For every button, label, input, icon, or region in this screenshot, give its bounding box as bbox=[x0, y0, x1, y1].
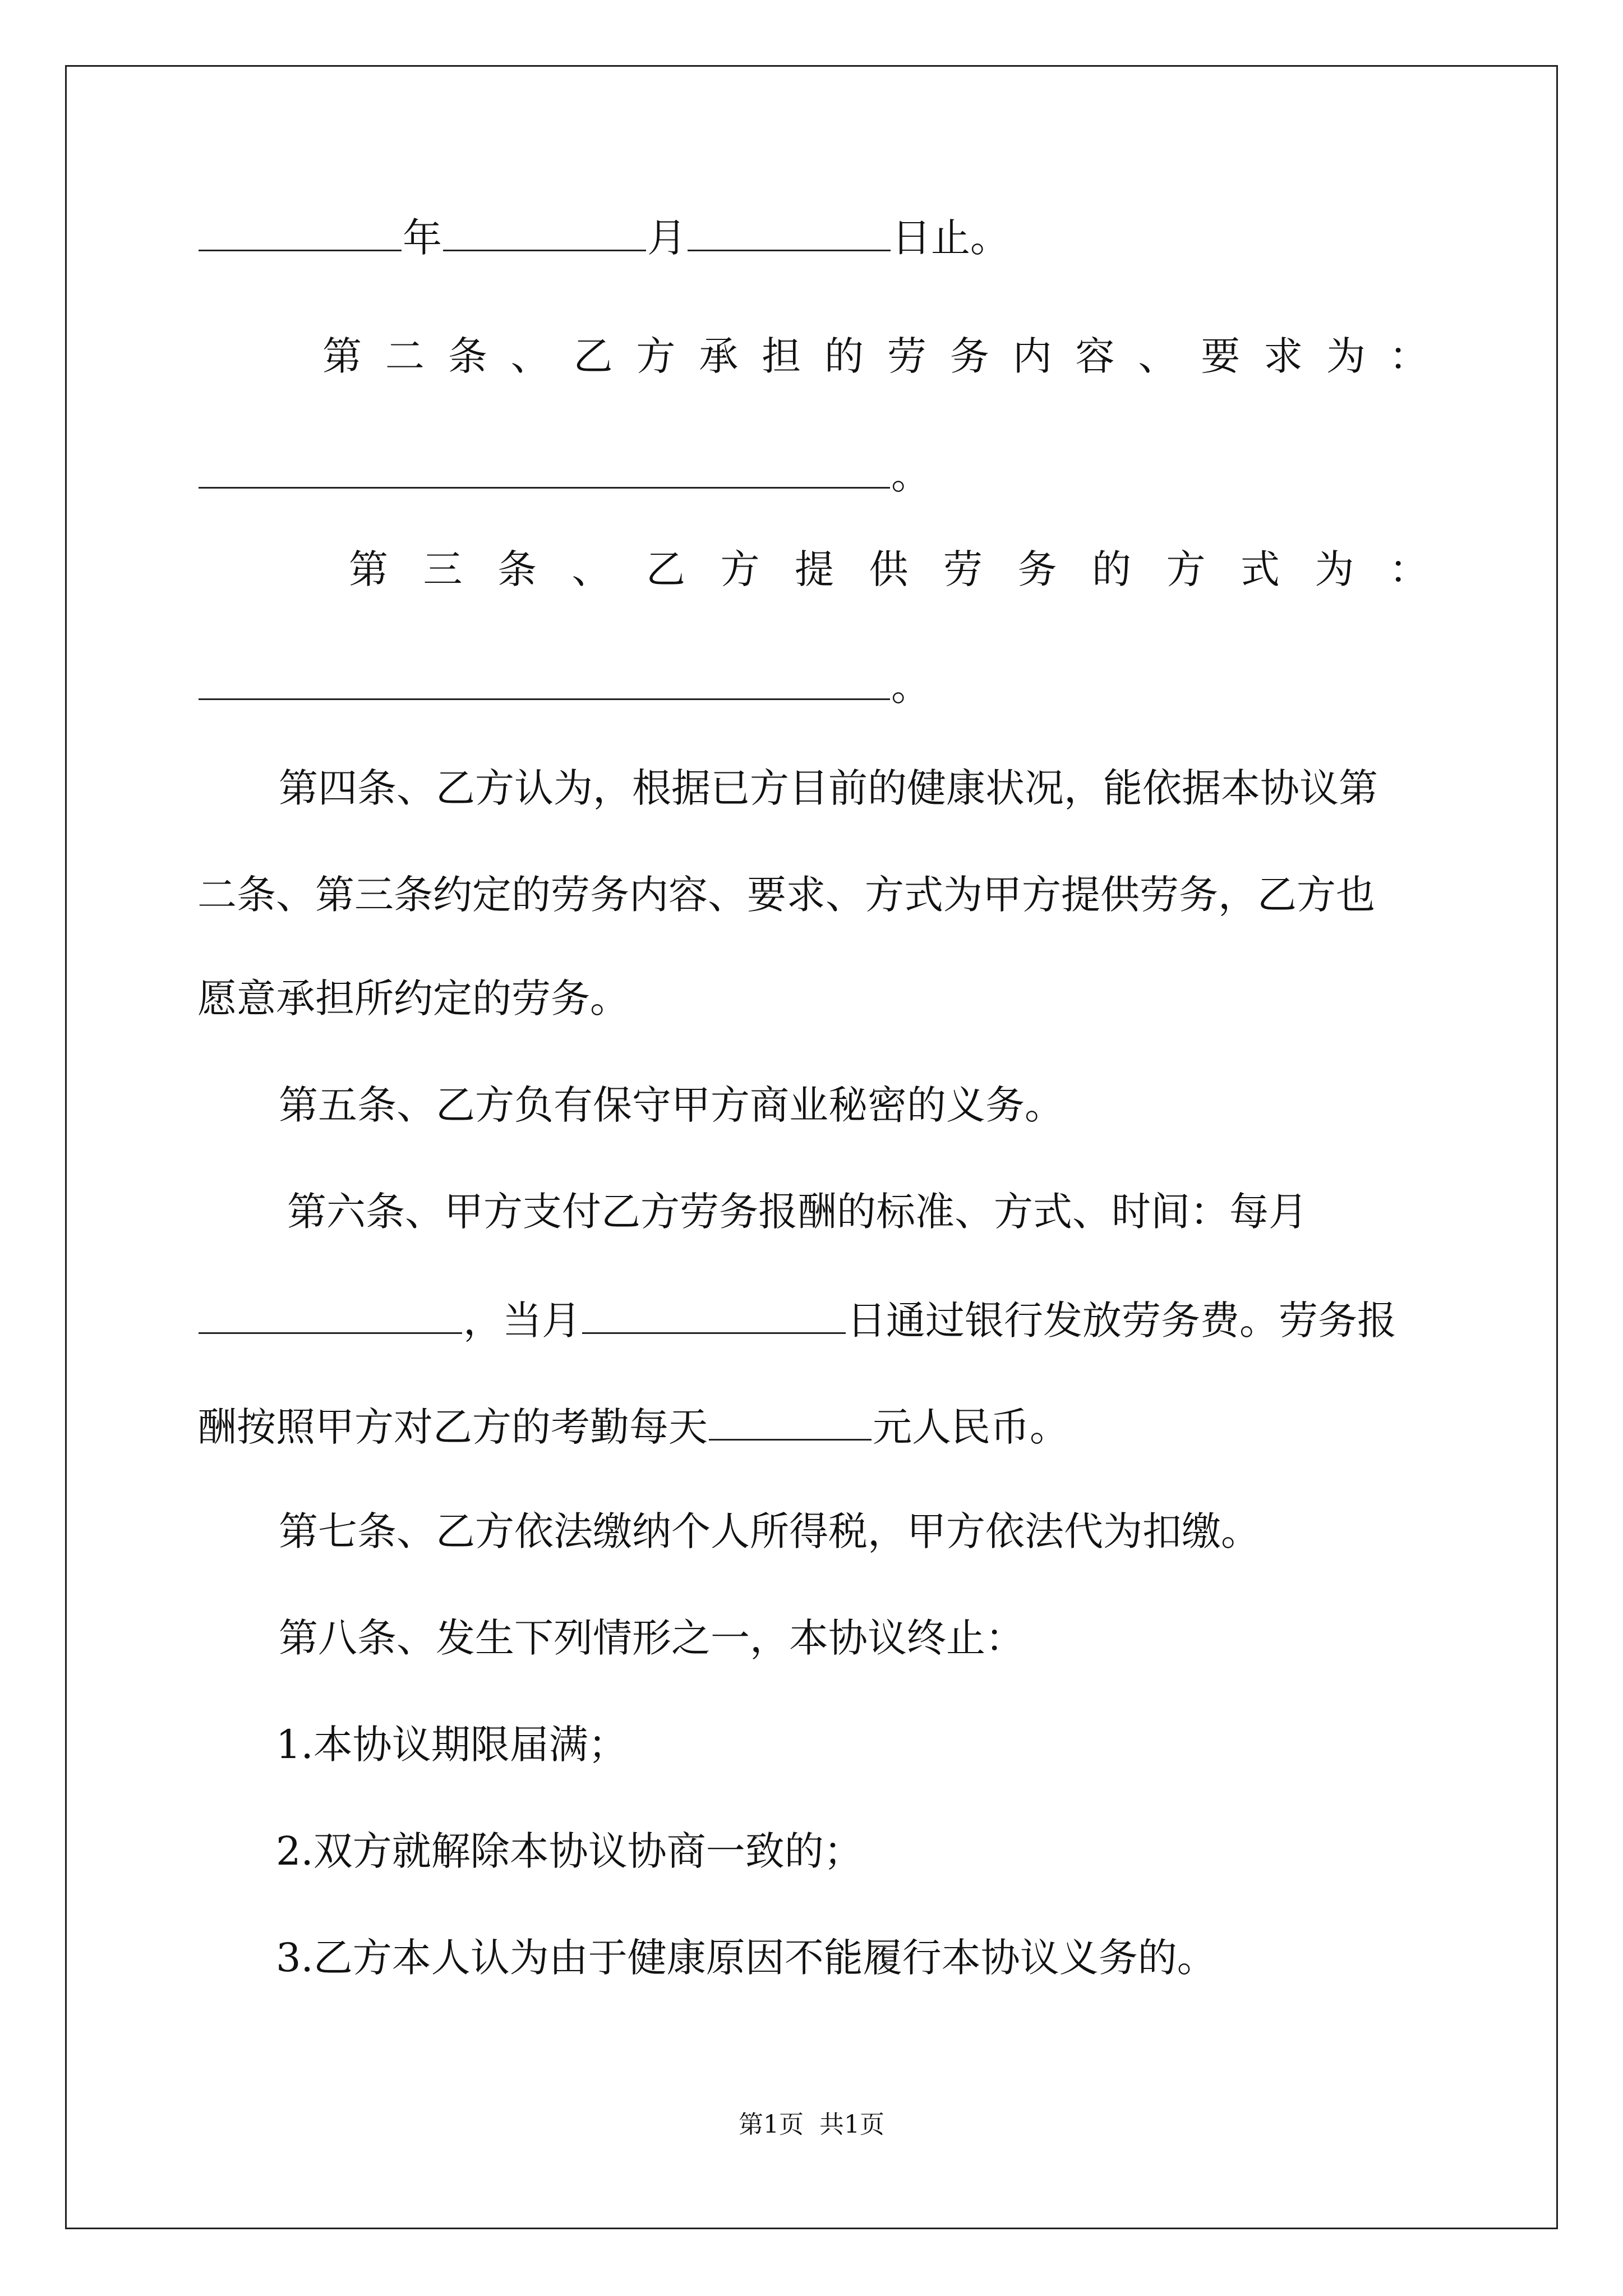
article-8-item-3: 3.乙方本人认为由于健康原因不能履行本协议义务的。 bbox=[276, 1935, 1216, 1981]
article-3-heading-char: 条 bbox=[497, 546, 537, 592]
month-blank bbox=[443, 210, 646, 251]
year-blank bbox=[199, 210, 402, 251]
article-6-line-2 bbox=[197, 1293, 1428, 1346]
article-3-blank bbox=[199, 659, 890, 700]
article-2-heading-char: 要 bbox=[1201, 333, 1241, 379]
article-3-heading-char: 劳 bbox=[943, 546, 983, 592]
year-label: 年 bbox=[403, 215, 442, 261]
article-6-line-3-a: 酬按照甲方对乙方的考勤每天 bbox=[197, 1404, 708, 1450]
article-3-heading-char: 务 bbox=[1017, 546, 1057, 592]
article-6-line-1: 第六条、甲方支付乙方劳务报酬的标准、方式、时间：每月 bbox=[287, 1189, 1308, 1235]
article-2-heading-char: 、 bbox=[1138, 333, 1178, 379]
article-2-heading-char: 为 bbox=[1326, 333, 1366, 379]
article-2-heading-char: 求 bbox=[1264, 333, 1303, 379]
article-2-heading-char: 容 bbox=[1075, 333, 1115, 379]
article-8-item-2: 2.双方就解除本协议协商一致的； bbox=[276, 1828, 863, 1874]
month-label: 月 bbox=[647, 215, 686, 261]
article-2-end: 。 bbox=[891, 452, 930, 498]
article-5: 第五条、乙方负有保守甲方商业秘密的义务。 bbox=[279, 1082, 1064, 1128]
page-border bbox=[65, 65, 1558, 2229]
article-8: 第八条、发生下列情形之一，本协议终止： bbox=[279, 1615, 1025, 1661]
article-2-heading-char: 务 bbox=[949, 333, 989, 379]
page-number: 第1页 bbox=[739, 2110, 804, 2139]
article-3-heading-char: ： bbox=[1389, 546, 1428, 592]
article-2-heading-char: 乙 bbox=[573, 333, 613, 379]
article-2-heading-char: 担 bbox=[762, 333, 801, 379]
article-2-heading-char: 承 bbox=[699, 333, 739, 379]
page-total: 共1页 bbox=[819, 2110, 884, 2139]
article-2-heading-char: 的 bbox=[824, 333, 864, 379]
monthly-amount-blank bbox=[199, 1293, 462, 1334]
article-2-heading bbox=[197, 331, 1428, 381]
article-8-item-1: 1.本协议期限届满； bbox=[276, 1722, 628, 1768]
article-3-heading-char: 提 bbox=[795, 546, 834, 592]
article-3-answer-line bbox=[197, 659, 1428, 712]
article-6-line-3-b: 元人民币。 bbox=[873, 1404, 1069, 1450]
pay-day-blank bbox=[582, 1293, 846, 1334]
article-4-line-3: 愿意承担所约定的劳务。 bbox=[197, 976, 629, 1022]
article-3-heading-char: 方 bbox=[720, 546, 760, 592]
article-3-end: 。 bbox=[891, 664, 930, 710]
article-4-line-1: 第四条、乙方认为，根据已方目前的健康状况，能依据本协议第 bbox=[279, 765, 1378, 811]
date-end-line bbox=[197, 210, 1428, 263]
article-3-heading-char: 方 bbox=[1166, 546, 1206, 592]
article-2-heading-char: 方 bbox=[636, 333, 676, 379]
article-3-heading-char: 供 bbox=[869, 546, 909, 592]
daily-rate-blank bbox=[709, 1400, 872, 1441]
article-3-heading-char: 三 bbox=[423, 546, 463, 592]
day-blank bbox=[688, 210, 891, 251]
article-4-line-2: 二条、第三条约定的劳务内容、要求、方式为甲方提供劳务，乙方也 bbox=[197, 872, 1375, 918]
article-2-heading-char: 内 bbox=[1012, 333, 1052, 379]
article-2-heading-char: 条 bbox=[448, 333, 487, 379]
article-6-line-3 bbox=[197, 1400, 1428, 1452]
article-2-heading-char: ： bbox=[1389, 333, 1428, 379]
article-2-heading-char: 第 bbox=[322, 333, 362, 379]
article-6-line-2-a: ，当月 bbox=[463, 1297, 581, 1343]
article-2-heading-char: 劳 bbox=[887, 333, 926, 379]
article-3-heading-char: 乙 bbox=[646, 546, 685, 592]
article-2-heading-char: 二 bbox=[385, 333, 425, 379]
article-3-heading-char: 第 bbox=[349, 546, 388, 592]
article-3-heading-char: 、 bbox=[571, 546, 611, 592]
article-3-heading-char: 为 bbox=[1315, 546, 1354, 592]
article-6-line-2-b: 日通过银行发放劳务费。劳务报 bbox=[847, 1297, 1396, 1343]
article-3-heading-char: 式 bbox=[1241, 546, 1280, 592]
page-footer bbox=[0, 2109, 1623, 2141]
article-7: 第七条、乙方依法缴纳个人所得税，甲方依法代为扣缴。 bbox=[279, 1508, 1260, 1554]
article-3-heading-char: 的 bbox=[1092, 546, 1131, 592]
article-2-answer-line bbox=[197, 448, 1428, 500]
article-3-heading bbox=[197, 544, 1428, 595]
article-2-blank bbox=[199, 448, 890, 489]
day-end-label: 日止。 bbox=[892, 215, 1009, 261]
article-2-heading-char: 、 bbox=[510, 333, 550, 379]
